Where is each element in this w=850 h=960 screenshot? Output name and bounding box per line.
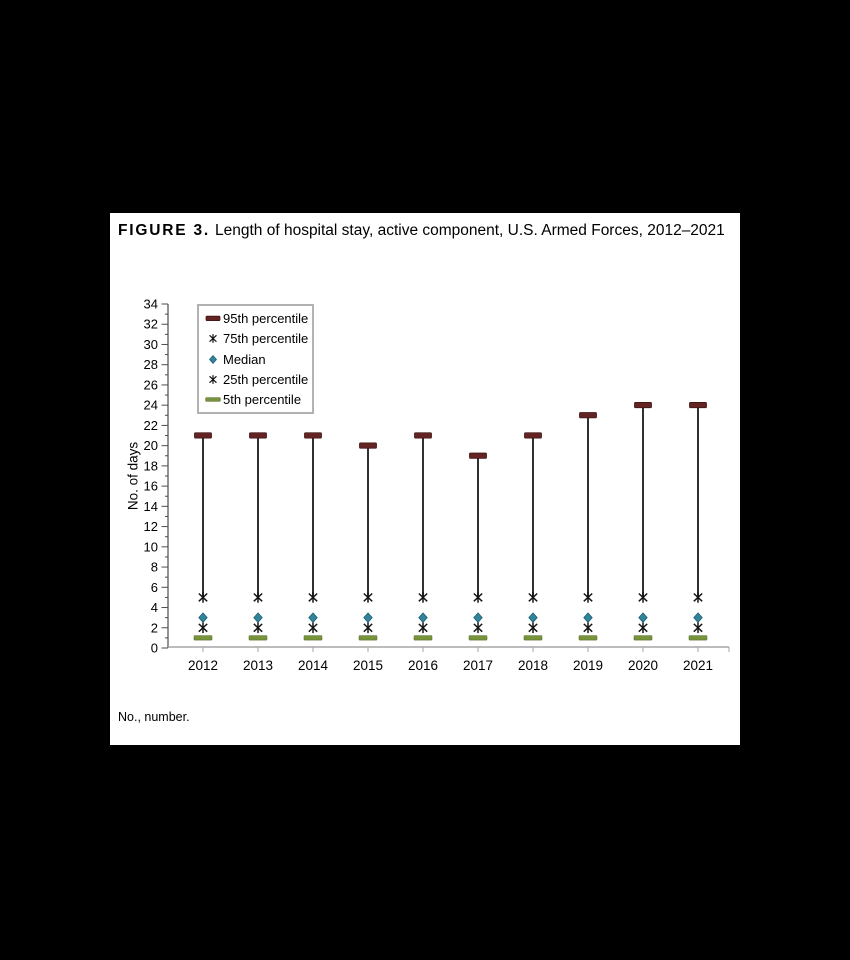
marker-median-diamond bbox=[529, 613, 537, 622]
marker-percentile-star bbox=[529, 592, 537, 603]
y-axis-title: No. of days bbox=[125, 441, 141, 511]
marker-percentile-star bbox=[639, 592, 647, 603]
y-tick-label: 4 bbox=[150, 600, 158, 616]
x-tick-label: 2018 bbox=[517, 658, 549, 673]
marker-95th-dash bbox=[580, 412, 597, 417]
marker-percentile-star bbox=[529, 622, 537, 633]
y-tick-label: 8 bbox=[150, 559, 158, 575]
marker-95th-dash bbox=[305, 433, 322, 438]
marker-percentile-star bbox=[309, 592, 317, 603]
marker-5th-dash bbox=[634, 636, 652, 640]
x-tick-label: 2012 bbox=[187, 658, 219, 673]
marker-95th-dash bbox=[195, 433, 212, 438]
y-tick-label: 26 bbox=[143, 377, 158, 393]
legend-dash-olive-icon bbox=[205, 393, 221, 406]
marker-percentile-star bbox=[419, 592, 427, 603]
x-tick-label: 2021 bbox=[682, 658, 714, 673]
x-tick-label: 2014 bbox=[297, 658, 329, 673]
y-tick-label: 2 bbox=[150, 620, 158, 636]
legend-label: Median bbox=[223, 351, 266, 367]
legend-item bbox=[205, 312, 309, 325]
marker-5th-dash bbox=[194, 636, 212, 640]
marker-5th-dash bbox=[304, 636, 322, 640]
x-tick-label: 2017 bbox=[462, 658, 494, 673]
marker-percentile-star bbox=[210, 375, 217, 384]
marker-percentile-star bbox=[694, 592, 702, 603]
marker-percentile-star bbox=[694, 622, 702, 633]
x-tick-label: 2013 bbox=[242, 658, 274, 673]
y-tick-label: 22 bbox=[143, 417, 158, 433]
marker-5th-dash bbox=[206, 398, 221, 402]
marker-5th-dash bbox=[359, 636, 377, 640]
marker-percentile-star bbox=[199, 622, 207, 633]
marker-percentile-star bbox=[419, 622, 427, 633]
legend-star-icon bbox=[205, 373, 221, 386]
series-5th-percentile bbox=[194, 636, 707, 640]
legend-label: 5th percentile bbox=[223, 392, 302, 407]
series-75th-percentile bbox=[199, 592, 702, 603]
y-tick-label: 16 bbox=[143, 478, 158, 494]
marker-median-diamond bbox=[199, 613, 207, 622]
x-tick-label: 2020 bbox=[627, 658, 659, 673]
marker-5th-dash bbox=[469, 636, 487, 640]
marker-percentile-star bbox=[474, 622, 482, 633]
marker-95th-dash bbox=[470, 453, 487, 458]
marker-95th-dash bbox=[635, 402, 652, 407]
y-tick-label: 20 bbox=[143, 438, 158, 454]
y-tick-label: 12 bbox=[143, 519, 158, 535]
legend-item bbox=[205, 332, 309, 345]
marker-median-diamond bbox=[639, 613, 647, 622]
legend-star-icon bbox=[205, 332, 221, 345]
legend-dash-maroon-icon bbox=[205, 312, 221, 325]
marker-percentile-star bbox=[309, 622, 317, 633]
figure-panel bbox=[110, 213, 740, 745]
marker-median-diamond bbox=[474, 613, 482, 622]
legend-label: 25th percentile bbox=[223, 371, 309, 387]
y-tick-label: 28 bbox=[143, 357, 158, 373]
legend-item bbox=[205, 373, 309, 386]
marker-5th-dash bbox=[579, 636, 597, 640]
marker-95th-dash bbox=[690, 402, 707, 407]
series-25th-percentile bbox=[199, 622, 702, 633]
footnote: No., number. bbox=[118, 710, 190, 724]
plot-area bbox=[110, 213, 740, 745]
y-tick-label: 32 bbox=[143, 316, 158, 332]
legend-diamond-icon bbox=[205, 353, 221, 366]
y-tick-label: 34 bbox=[143, 296, 158, 312]
x-tick-label: 2016 bbox=[407, 658, 439, 673]
marker-percentile-star bbox=[210, 334, 217, 343]
x-tick-label: 2015 bbox=[352, 658, 384, 673]
series-median bbox=[199, 613, 702, 622]
marker-percentile-star bbox=[364, 622, 372, 633]
legend-item bbox=[205, 393, 309, 406]
marker-95th-dash bbox=[360, 443, 377, 448]
marker-5th-dash bbox=[689, 636, 707, 640]
marker-95th-dash bbox=[525, 433, 542, 438]
marker-median-diamond bbox=[694, 613, 702, 622]
y-tick-label: 14 bbox=[143, 498, 158, 514]
x-tick-label: 2019 bbox=[572, 658, 604, 673]
marker-percentile-star bbox=[584, 592, 592, 603]
marker-percentile-star bbox=[254, 622, 262, 633]
marker-5th-dash bbox=[414, 636, 432, 640]
marker-percentile-star bbox=[254, 592, 262, 603]
y-tick-label: 18 bbox=[143, 458, 158, 474]
y-tick-label: 0 bbox=[150, 640, 158, 656]
marker-median-diamond bbox=[254, 613, 262, 622]
marker-95th-dash bbox=[206, 316, 220, 320]
marker-percentile-star bbox=[199, 592, 207, 603]
legend-label: 75th percentile bbox=[223, 331, 309, 347]
y-tick-label: 24 bbox=[143, 397, 158, 413]
y-tick-label: 30 bbox=[143, 336, 158, 352]
figure-caption: Length of hospital stay, active component, U.S. Armed Forces, 2012–2021 bbox=[215, 222, 725, 239]
marker-median-diamond bbox=[584, 613, 592, 622]
legend bbox=[197, 304, 314, 414]
marker-5th-dash bbox=[249, 636, 267, 640]
marker-percentile-star bbox=[584, 622, 592, 633]
marker-median-diamond bbox=[210, 355, 217, 363]
marker-median-diamond bbox=[419, 613, 427, 622]
marker-percentile-star bbox=[364, 592, 372, 603]
marker-median-diamond bbox=[309, 613, 317, 622]
y-tick-label: 10 bbox=[143, 539, 158, 555]
legend-label: 95th percentile bbox=[223, 311, 309, 326]
figure-number-label: FIGURE 3. bbox=[118, 222, 210, 239]
marker-5th-dash bbox=[524, 636, 542, 640]
marker-percentile-star bbox=[474, 592, 482, 603]
legend-item bbox=[205, 353, 309, 366]
marker-median-diamond bbox=[364, 613, 372, 622]
marker-percentile-star bbox=[639, 622, 647, 633]
marker-95th-dash bbox=[415, 433, 432, 438]
y-tick-label: 6 bbox=[150, 579, 158, 595]
marker-95th-dash bbox=[250, 433, 267, 438]
